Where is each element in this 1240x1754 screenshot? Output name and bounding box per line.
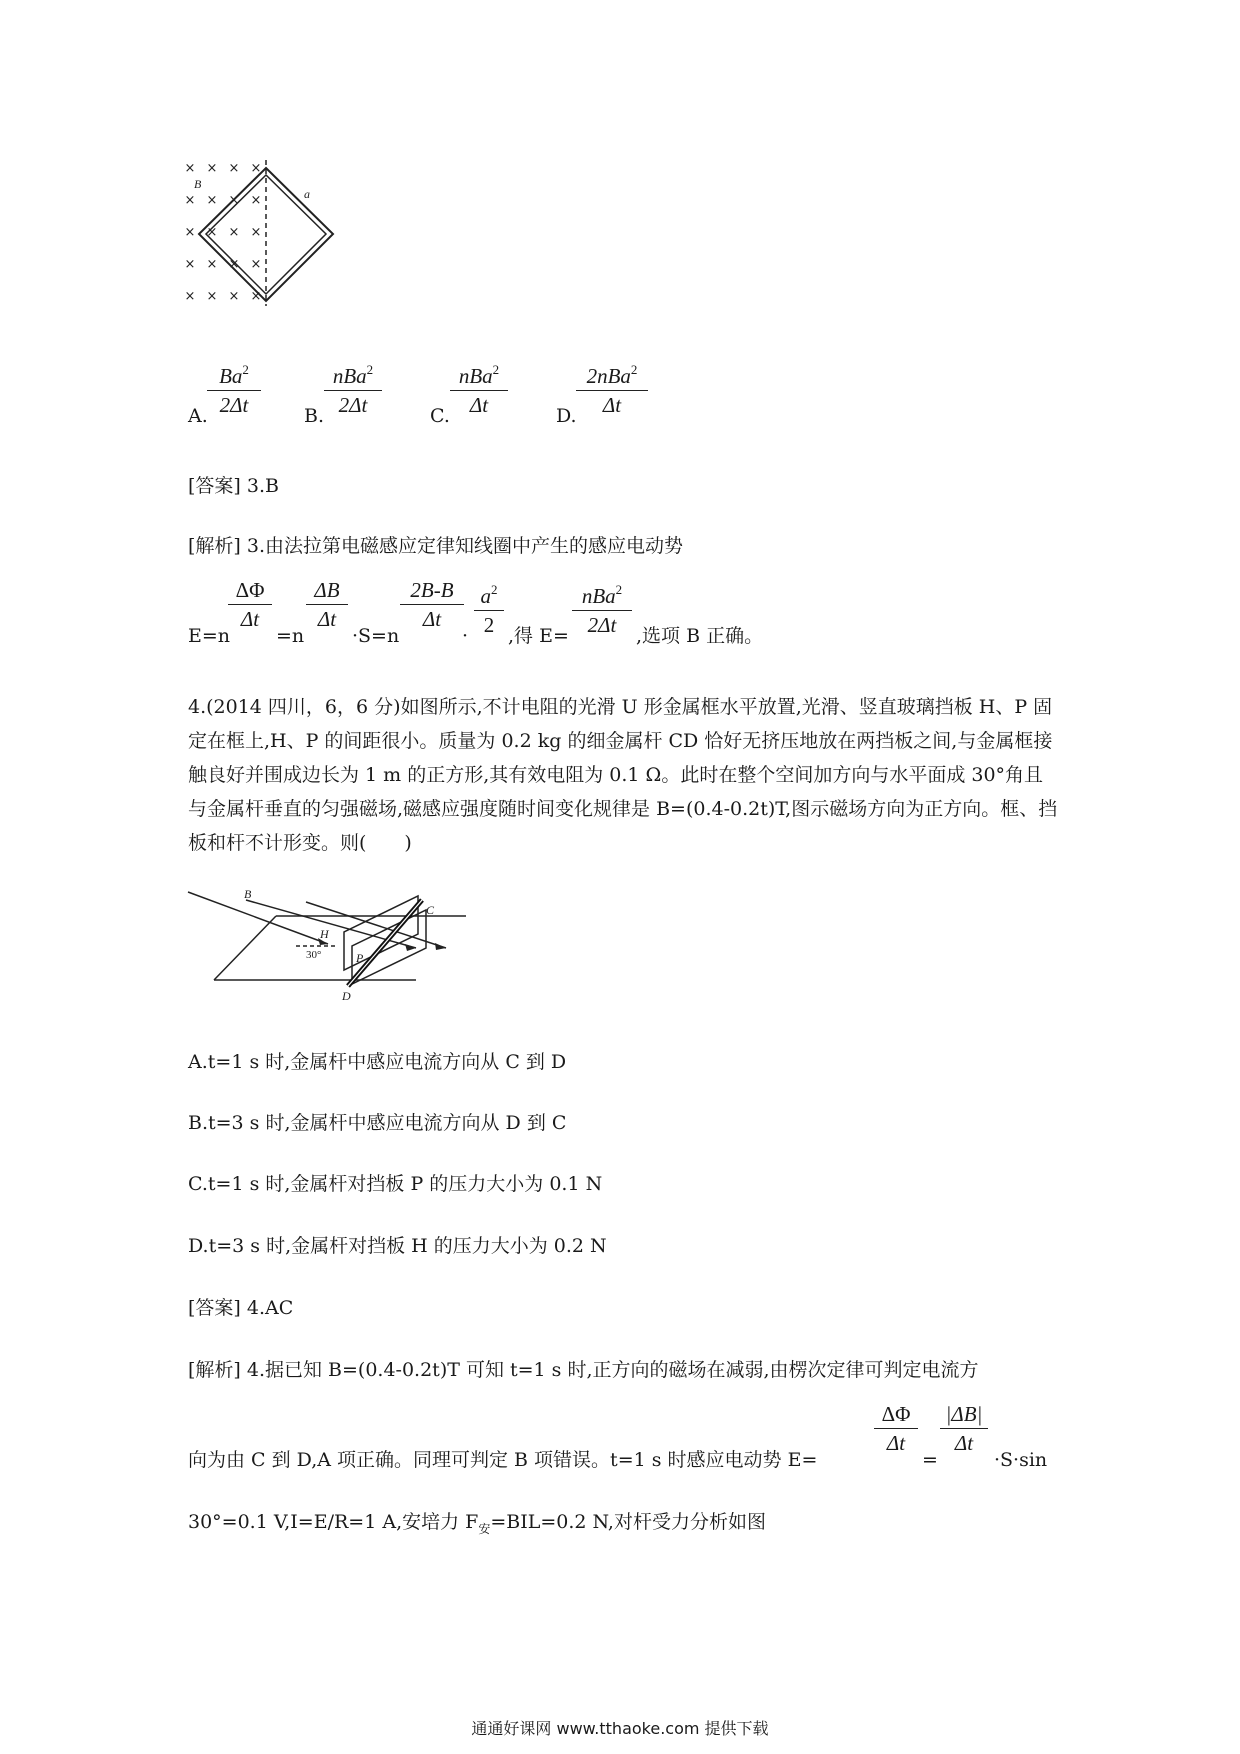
arrow-2: [405, 944, 416, 951]
label-B2: B: [244, 888, 252, 901]
arrow-3: [435, 943, 446, 950]
option-4c: C.t=1 s 时,金属杆对挡板 P 的压力大小为 0.1 N: [188, 1173, 603, 1195]
option-c-letter: C.: [430, 405, 450, 427]
svg-text:×: ×: [206, 257, 218, 272]
option-4a: A.t=1 s 时,金属杆中感应电流方向从 C 到 D: [188, 1051, 567, 1073]
fraction-result: nBa$^2$ 2Δt: [572, 578, 632, 637]
svg-text:×: ×: [206, 225, 218, 240]
svg-text:×: ×: [228, 289, 240, 304]
svg-text:×: ×: [250, 193, 262, 208]
field-line-3: [306, 902, 446, 948]
svg-text:×: ×: [250, 225, 262, 240]
figure-square-loop: [180, 158, 340, 308]
svg-text:×: ×: [206, 289, 218, 304]
option-4d: D.t=3 s 时,金属杆对挡板 H 的压力大小为 0.2 N: [188, 1235, 607, 1257]
page-footer: 通通好课网 www.tthaoke.com 提供下载: [471, 1719, 769, 1738]
figure-u-frame: [186, 888, 476, 1008]
svg-text:×: ×: [184, 225, 196, 240]
svg-text:×: ×: [184, 193, 196, 208]
fraction-2b-b-dt: 2B-B Δt: [400, 578, 464, 631]
answer-4: [答案] 4.AC: [188, 1297, 294, 1319]
svg-text:×: ×: [228, 225, 240, 240]
fraction-a2-2: $a^2$ 2: [474, 578, 504, 637]
question-4-text: 4.(2014 四川，6，6 分)如图所示,不计电阻的光滑 U 形金属框水平放置,光滑、竖直玻璃挡板 H、P 固定在框上,H、P 的间距很小。质量为 0.2 kg 的细金属杆 CD 恰好无挤压地放在两挡板之间,与金属框接触良好并围成边长为 1 m 的正方形,其有效电阻为 0.1 Ω。此时在整个空间加方向与水平面成 30°角且与金属杆垂直的匀强磁场,磁感应强度随时间变化规律是 B=(0.4-0.2t)T,图示磁场方向为正方向。框、挡板和杆不计形变。则( ): [188, 696, 1058, 854]
svg-text:×: ×: [184, 289, 196, 304]
option-b-letter: B.: [304, 405, 325, 427]
svg-text:×: ×: [250, 257, 262, 272]
svg-text:×: ×: [250, 289, 262, 304]
svg-text:×: ×: [228, 193, 240, 208]
label-C: C: [426, 903, 435, 917]
fraction-db-dt: ΔB Δt: [306, 578, 348, 631]
label-D: D: [342, 989, 351, 1003]
svg-text:×: ×: [228, 161, 240, 176]
fraction-abs-db-dt: |ΔB| Δt: [940, 1402, 988, 1455]
svg-text:×: ×: [206, 193, 218, 208]
label-angle: 30°: [306, 949, 322, 961]
option-d-letter: D.: [556, 405, 577, 427]
field-line-2: [246, 900, 416, 948]
option-a-fraction: Ba$^2$ 2Δt: [207, 358, 261, 417]
fraction-dphi-dt-2: ΔΦ Δt: [874, 1402, 918, 1455]
analysis-4-line1: [解析] 4.据已知 B=(0.4-0.2t)T 可知 t=1 s 时,正方向的磁场在减弱,由楞次定律可判定电流方: [188, 1359, 979, 1381]
label-P: P: [356, 951, 364, 965]
option-4b: B.t=3 s 时,金属杆中感应电流方向从 D 到 C: [188, 1112, 567, 1134]
label-H: H: [320, 927, 329, 941]
answer-3: [答案] 3.B: [188, 475, 279, 497]
frame-left-edge: [214, 916, 276, 980]
analysis-3-intro: [解析] 3.由法拉第电磁感应定律知线圈中产生的感应电动势: [188, 535, 683, 557]
option-b-fraction: nBa$^2$ 2Δt: [324, 358, 382, 417]
svg-text:×: ×: [250, 161, 262, 176]
svg-text:×: ×: [228, 257, 240, 272]
option-a-letter: A.: [188, 405, 208, 427]
svg-text:×: ×: [184, 257, 196, 272]
svg-text:×: ×: [184, 161, 196, 176]
option-c-fraction: nBa$^2$ Δt: [450, 358, 508, 417]
option-d-fraction: 2nBa$^2$ Δt: [576, 358, 648, 417]
label-a: a: [304, 187, 310, 201]
svg-text:×: ×: [206, 161, 218, 176]
label-B: B: [194, 177, 202, 191]
fraction-dphi-dt: ΔΦ Δt: [228, 578, 272, 631]
analysis-4-line3: 30°=0.1 V,I=E/R=1 A,安培力 $F_安=BIL=0.2$ N,对杆受力分析如图: [188, 1511, 766, 1536]
